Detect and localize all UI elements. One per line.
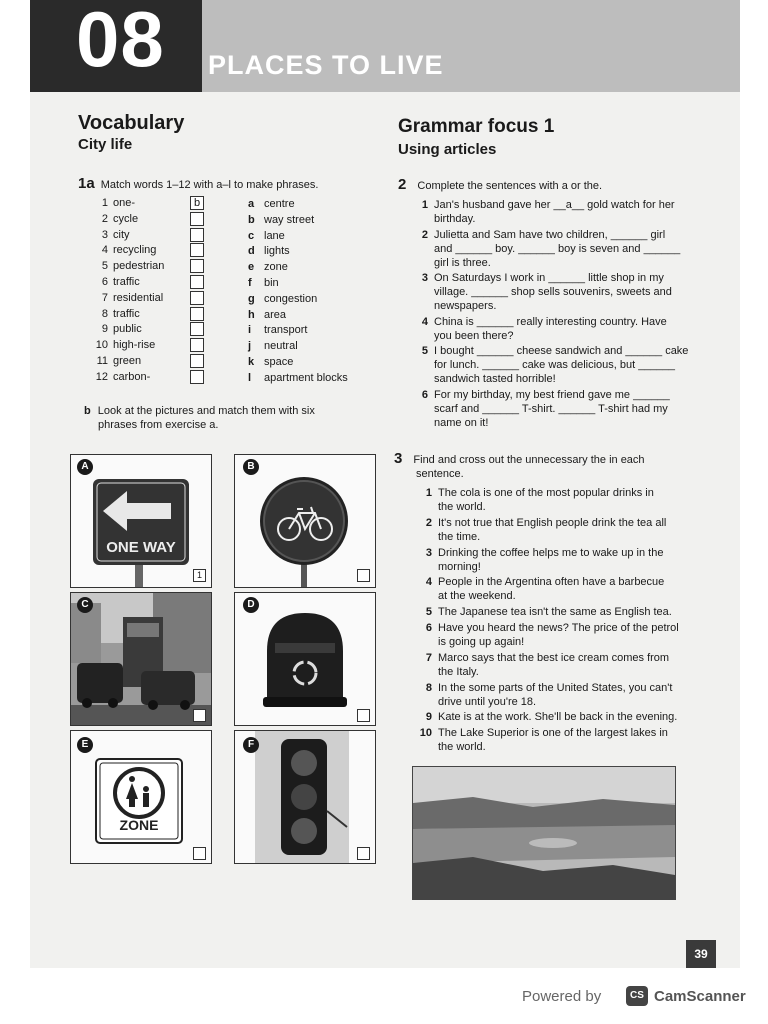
word-number: 4 (101, 244, 108, 257)
sentence-item (414, 388, 714, 430)
picture-f (234, 730, 376, 864)
word-number: 11 (96, 355, 108, 367)
exercise-1b-instruction (84, 404, 315, 432)
word-number: 9 (101, 323, 108, 336)
exercise-1b-letter: b (84, 405, 91, 417)
sentence-line: birthday. (434, 213, 476, 225)
one-way-sign-image (71, 455, 211, 587)
word-text: traffic (113, 276, 140, 288)
sentence-line: The cola is one of the most popular drinks in (438, 487, 654, 499)
sentence-number: 5 (425, 606, 432, 619)
sentence-text (438, 516, 666, 544)
phrase-letter: h (248, 308, 255, 321)
vocabulary-subtitle: City life (78, 136, 133, 153)
phrase-row (248, 291, 317, 307)
phrase-row (248, 212, 314, 228)
powered-by-text: Powered by (522, 988, 602, 1005)
sentence-text (438, 681, 672, 709)
phrase-row (248, 354, 293, 370)
picture-e-answer-box[interactable] (193, 847, 206, 860)
phrase-text: lights (264, 245, 290, 258)
sentence-line: The Lake Superior is one of the largest lakes in (438, 727, 668, 740)
sentence-line: Kate is at the work. She'll be back in the evening. (438, 711, 678, 724)
picture-b-label: B (243, 459, 259, 475)
sentence-text (434, 228, 680, 270)
camscanner-brand: CamScanner (654, 988, 746, 1005)
phrase-row (248, 243, 290, 259)
unit-header (30, 0, 740, 92)
sentence-line: In the some parts of the United States, you can't (438, 681, 673, 694)
sentence-line: The Japanese tea isn't the same as English tea. (438, 606, 672, 619)
answer-checkbox[interactable] (190, 307, 204, 321)
answer-checkbox[interactable] (190, 275, 204, 289)
pedestrian-zone-sign-image (71, 731, 211, 863)
phrase-row (248, 307, 286, 323)
sentence-text (438, 651, 669, 679)
phrase-letter: e (248, 261, 255, 274)
phrase-letter: f (248, 277, 252, 289)
sentence-line: the Italy. (438, 665, 479, 678)
unit-number-box (30, 0, 202, 92)
phrase-text: neutral (264, 340, 298, 353)
sentence-text (438, 546, 663, 574)
picture-b (234, 454, 376, 588)
picture-c-answer-box[interactable] (193, 709, 206, 722)
sentence-number: 7 (425, 651, 432, 664)
sentence-line: Drinking the coffee helps me to wake up in the (438, 546, 664, 559)
sentence-line: girl is three. (434, 256, 491, 269)
sentence-line: village. ______ shop sells souvenirs, sweets and (434, 286, 672, 299)
answer-checkbox[interactable] (190, 338, 204, 352)
sentence-item (418, 605, 718, 619)
picture-a-answer-box[interactable]: 1 (193, 569, 206, 582)
word-row (78, 227, 130, 243)
sentence-line: for lunch. ______ cake was delicious, but ______ (434, 359, 675, 372)
exercise-2-number: 2 (398, 176, 407, 193)
phrase-text: space (264, 356, 294, 368)
phrase-text: transport (264, 324, 308, 337)
phrase-row (248, 275, 279, 291)
exercise-3-instruction-line1: Find and cross out the unnecessary the in each (413, 454, 645, 466)
picture-c (70, 592, 212, 726)
sentence-line: For my birthday, my best friend gave me ______ (434, 389, 670, 401)
phrase-text: zone (264, 261, 288, 274)
word-text: recycling (113, 244, 157, 257)
answer-checkbox[interactable]: b (190, 196, 204, 210)
sentence-item (418, 486, 718, 514)
sentence-line: I bought ______ cheese sandwich and ______ cake (434, 345, 689, 358)
sentence-text (438, 486, 654, 514)
scanner-footer (0, 968, 768, 1024)
phrase-text: lane (264, 229, 285, 242)
sentence-line: Julietta and Sam have two children, ______ girl (434, 228, 666, 241)
zone-sign-text: ZONE (119, 817, 159, 833)
sentence-item (414, 315, 714, 343)
sentence-number: 2 (425, 516, 432, 529)
sentence-line: at the weekend. (438, 590, 516, 603)
picture-d-label: D (243, 597, 259, 613)
answer-checkbox[interactable] (190, 354, 204, 368)
sentence-text (438, 726, 668, 754)
sentence-text (434, 271, 672, 313)
exercise-2-heading (398, 176, 602, 193)
phrase-letter: g (248, 292, 255, 305)
sentence-text (434, 315, 667, 343)
sentence-item (418, 681, 718, 709)
word-row (78, 369, 150, 385)
sentence-line: It's not true that English people drink the tea all (438, 516, 667, 529)
phrase-row (248, 196, 295, 212)
word-text: public (113, 323, 142, 336)
phrase-row (248, 228, 285, 244)
sentence-text (434, 198, 675, 226)
phrase-letter: d (248, 245, 255, 258)
sentence-item (414, 198, 714, 226)
word-text: cycle (113, 212, 139, 225)
word-row (78, 274, 140, 290)
phrase-text: centre (264, 198, 295, 210)
picture-a-label: A (77, 459, 93, 475)
sentence-line: is going up again! (438, 636, 525, 648)
sentence-text (438, 575, 664, 603)
word-number: 2 (101, 212, 108, 225)
phrase-text: area (264, 308, 287, 321)
exercise-3-heading (394, 450, 645, 481)
sentence-line: Have you heard the news? The price of the petrol (438, 622, 679, 634)
picture-e-label: E (77, 737, 93, 753)
picture-d (234, 592, 376, 726)
textbook-page (30, 0, 740, 968)
sentence-number: 6 (425, 622, 432, 634)
camscanner-logo-icon: CS (626, 986, 648, 1006)
traffic-congestion-photo (71, 593, 211, 725)
sentence-item (418, 621, 718, 649)
sentence-number: 4 (421, 315, 428, 328)
sentence-line: the time. (438, 530, 481, 543)
sentence-line: Jan's husband gave her __a__ gold watch for her (434, 199, 675, 211)
word-text: carbon- (113, 370, 151, 383)
cycle-lane-sign-image (235, 455, 375, 587)
grammar-title: Grammar focus 1 (398, 116, 555, 137)
sentence-number: 4 (425, 576, 432, 589)
word-number: 12 (95, 370, 108, 383)
word-text: pedestrian (113, 260, 165, 273)
grammar-subtitle: Using articles (398, 141, 497, 158)
picture-a (70, 454, 212, 588)
word-text: one- (113, 197, 136, 209)
sentence-number: 8 (425, 681, 432, 694)
sentence-item (418, 516, 718, 544)
phrase-row (248, 338, 298, 354)
sentence-number: 1 (425, 487, 432, 499)
sentence-line: you been there? (434, 329, 514, 342)
answer-checkbox[interactable] (190, 228, 204, 242)
exercise-1a-instruction: Match words 1–12 with a–l to make phrases. (100, 179, 319, 191)
sentence-number: 5 (421, 345, 428, 358)
phrase-letter: b (248, 213, 255, 226)
sentence-number: 2 (421, 228, 428, 241)
word-text: city (113, 228, 130, 241)
phrase-letter: a (248, 198, 255, 210)
picture-e (70, 730, 212, 864)
unit-title: PLACES TO LIVE (208, 50, 444, 80)
sentence-line: scarf and ______ T-shirt. ______ T-shirt had my (434, 403, 668, 415)
sentence-text (434, 388, 670, 430)
phrase-text: congestion (264, 292, 318, 305)
word-number: 7 (101, 291, 108, 304)
word-row (78, 321, 142, 337)
sentence-line: newspapers. (434, 300, 497, 313)
exercise-3-instruction-line2: sentence. (416, 468, 464, 480)
exercise-3-number: 3 (394, 450, 403, 467)
sentence-item (418, 546, 718, 574)
word-row (78, 306, 140, 322)
sentence-line: sandwich tasted horrible! (434, 373, 556, 386)
word-row (78, 211, 138, 227)
picture-c-label: C (77, 597, 93, 613)
sentence-number: 3 (425, 546, 432, 559)
picture-f-answer-box[interactable] (357, 847, 370, 860)
word-number: 5 (101, 260, 108, 273)
sentence-number: 10 (419, 727, 432, 740)
exercise-1b-line2: phrases from exercise a. (98, 419, 219, 431)
word-text: residential (113, 291, 164, 304)
exercise-1a-number: 1a (78, 175, 95, 192)
sentence-line: morning! (438, 560, 481, 573)
sentence-line: China is ______ really interesting country. Have (434, 315, 667, 328)
picture-b-answer-box[interactable] (357, 569, 370, 582)
word-number: 10 (95, 339, 108, 352)
sentence-number: 1 (421, 199, 428, 211)
sentence-line: On Saturdays I work in ______ little shop in my (434, 272, 664, 285)
lake-photo (412, 766, 676, 900)
sentence-item (418, 710, 718, 724)
picture-f-label: F (243, 737, 259, 753)
exercise-1a-heading (78, 175, 318, 192)
word-row (78, 290, 163, 306)
sentence-text (438, 710, 677, 724)
sentence-line: People in the Argentina often have a barbecue (438, 576, 665, 589)
exercise-2-instruction: Complete the sentences with a or the. (417, 180, 603, 192)
word-number: 1 (101, 197, 108, 209)
recycling-bin-image (235, 593, 375, 725)
phrase-text: apartment blocks (264, 371, 348, 384)
word-text: traffic (113, 307, 140, 320)
unit-number: 08 (76, 0, 165, 83)
sentence-item (418, 651, 718, 679)
one-way-sign-text: ONE WAY (106, 539, 176, 556)
sentence-line: and ______ boy. ______ boy is seven and ______ (434, 242, 681, 255)
word-number: 8 (101, 307, 108, 320)
phrase-letter: k (248, 356, 255, 368)
sentence-line: the world. (438, 501, 486, 513)
word-row (78, 258, 164, 274)
sentence-line: drive until you're 18. (438, 695, 537, 708)
phrase-letter: l (248, 371, 252, 384)
sentence-number: 6 (421, 389, 428, 401)
word-row (78, 195, 135, 211)
page-number: 39 (686, 940, 716, 968)
phrase-letter: c (248, 229, 255, 242)
sentence-line: Marco says that the best ice cream comes from (438, 651, 670, 664)
word-text: high-rise (113, 339, 156, 352)
phrase-text: bin (264, 277, 279, 289)
sentence-item (414, 344, 714, 386)
lake-landscape-image (413, 767, 675, 899)
sentence-item (418, 726, 718, 754)
sentence-text (434, 344, 688, 386)
word-number: 3 (101, 228, 108, 241)
sentence-item (414, 271, 714, 313)
phrase-text: way street (264, 213, 315, 226)
answer-checkbox[interactable] (190, 322, 204, 336)
picture-d-answer-box[interactable] (357, 709, 370, 722)
exercise-1b-line1: Look at the pictures and match them with six (97, 405, 315, 417)
word-text: green (113, 355, 142, 367)
sentence-text (438, 605, 672, 619)
vocabulary-title: Vocabulary (78, 112, 185, 134)
sentence-line: name on it! (434, 417, 489, 429)
sentence-line: the world. (438, 741, 486, 754)
sentence-number: 9 (425, 711, 432, 724)
answer-checkbox[interactable] (190, 243, 204, 257)
answer-checkbox[interactable] (190, 259, 204, 273)
word-row (78, 353, 141, 369)
word-number: 6 (101, 276, 108, 288)
phrase-letter: j (248, 340, 252, 353)
sentence-item (418, 575, 718, 603)
sentence-number: 3 (421, 272, 428, 285)
word-row (78, 242, 156, 258)
phrase-row (248, 322, 307, 338)
answer-checkbox[interactable] (190, 212, 204, 226)
phrase-letter: i (248, 324, 252, 337)
sentence-text (438, 621, 679, 649)
phrase-row (248, 259, 288, 275)
sentence-item (414, 228, 714, 270)
answer-checkbox[interactable] (190, 370, 204, 384)
word-row (78, 337, 155, 353)
answer-checkbox[interactable] (190, 291, 204, 305)
phrase-row (248, 370, 348, 386)
